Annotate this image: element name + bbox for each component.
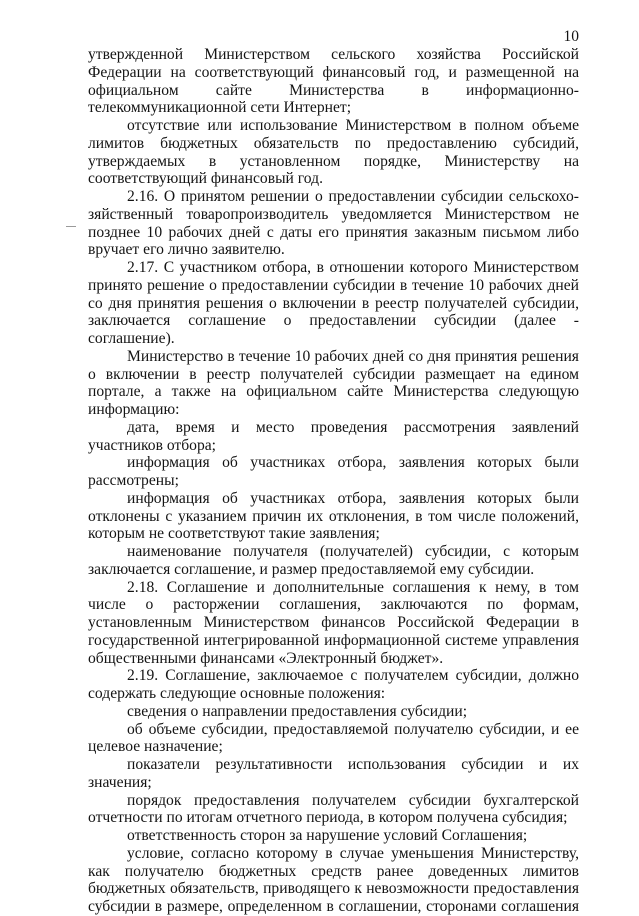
list-item: ответственность сторон за нарушение условий Соглашения;	[127, 827, 528, 844]
list-item: порядок предоставления получателем субсидии бухгалтерской отчетности по итогам отчетного периода, в котором получена субсидия;	[88, 791, 579, 827]
margin-mark	[66, 226, 76, 227]
paragraph: 2.19. Соглашение, заключаемое с получателем субсидии, должно содержать следующие основные положения:	[88, 667, 579, 702]
list-item: дата, время и место проведения рассмотрения заявлений участников отбора;	[88, 418, 579, 454]
list-item: об объеме субсидии, предоставляемой получателю субсидии, и ее целевое назначение;	[88, 720, 579, 756]
page-number: 10	[563, 28, 579, 45]
list-item: наименование получателя (получателей) субсидии, с которым заключается соглашение, и размер предоставляемой ему субсидии.	[88, 543, 579, 578]
list-item: информация об участниках отбора, заявления которых были рассмотрены;	[88, 454, 579, 489]
paragraph: утвержденной Министерством сельского хозяйства Российской Федерации на соответствующий финансовый год, и размещенной на официальном сайте Министерства в информационно-телекоммуникационной сети Интернет;	[88, 46, 579, 117]
list-item: сведения о направлении предоставления субсидии;	[127, 702, 468, 720]
paragraph: 2.18. Соглашение и дополнительные соглашения к нему, в том числе о расторжении соглашения, заключаются по формам, установленным Министерством финансов Российской Федерации в государственной интегрированной информационной системе управления общественными финансами «Электронный бюджет».	[88, 578, 579, 667]
paragraph: 2.17. С участником отбора, в отношении которого Министерством принято решение о предоставлении субсидии в течение 10 рабочих дней со дня принятия решения о включении в реестр получателей субсидии, заключается соглашение о предоставлении субсидии (далее - соглашение).	[88, 259, 579, 347]
document-body	[88, 46, 579, 916]
list-item: показатели результативности использования субсидии и их значения;	[88, 756, 579, 791]
paragraph: 2.16. О принятом решении о предоставлении субсидии сельскохозяйственный товаропроизводитель уведомляется Министерством не позднее 10 рабочих дней с даты его принятия заказным письмом либо вручает его лично заявителю.	[88, 188, 579, 259]
list-item: условие, согласно которому в случае уменьшения Министерству, как получателю бюджетных средств ранее доведенных лимитов бюджетных обязательств, приводящего к невозможности предоставления субсидии в размере, определенном в соглашении, сторонами соглашения	[88, 844, 579, 915]
paragraph: Министерство в течение 10 рабочих дней со дня принятия решения о включении в реестр получателей субсидии размещает на едином портале, а также на официальном сайте Министерства следующую информацию:	[88, 347, 579, 418]
list-item: информация об участниках отбора, заявления которых были отклонены с указанием причин их отклонения, в том числе положений, которым не соответствуют такие заявления;	[88, 489, 579, 543]
paragraph: отсутствие или использование Министерством в полном объеме лимитов бюджетных обязательств по предоставлению субсидий, утверждаемых в установленном порядке, Министерству на соответствующий финансовый год.	[88, 117, 579, 188]
